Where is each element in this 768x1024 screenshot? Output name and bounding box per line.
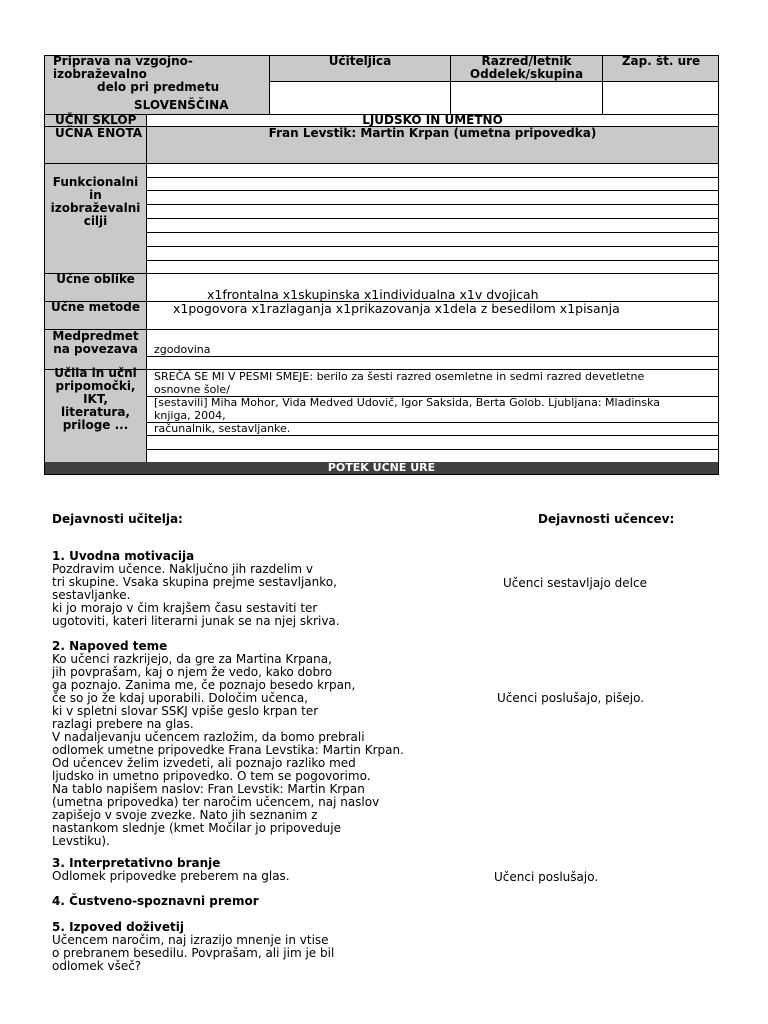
priprava-line-1: Priprava na vzgojno-: [53, 54, 193, 68]
subject-name: SLOVENŠČINA: [134, 98, 229, 112]
ucna-enota-value: Fran Levstik: Martin Krpan (umetna pripovedka): [268, 126, 597, 140]
ucila-line-2: pripomočki,: [55, 379, 136, 393]
section-line: jih povprašam, kaj o njem že vedo, kako dobro: [52, 665, 333, 679]
activity-section-3: [52, 857, 290, 883]
student-activities-heading: Dejavnosti učencev:: [538, 512, 675, 526]
ucila-label: [45, 367, 146, 432]
section-line: razlagi prebere na glas.: [52, 717, 194, 731]
activity-section-5: [52, 921, 334, 973]
ucila-value-2: [154, 396, 660, 422]
cilji-line-2: in: [89, 188, 102, 202]
section-line: sestavljanke.: [52, 588, 131, 602]
medpredmet-line-2: na povezava: [53, 342, 138, 356]
section-line: nastankom slednje (kmet Močilar jo pripoveduje: [52, 821, 342, 835]
section-line: ljudsko in umetno pripovedko. O tem se pogovorimo.: [52, 769, 371, 783]
student-activity-1: Učenci sestavljajo delce: [503, 576, 647, 590]
section-line: (umetna pripovedka) ter naročim učencem, naj naslov: [52, 795, 380, 809]
cilji-line-4: cilji: [83, 214, 108, 228]
teacher-activities-heading: Dejavnosti učitelja:: [52, 512, 183, 526]
section-line: odlomek všeč?: [52, 959, 142, 973]
student-activity-2: Učenci poslušajo, pišejo.: [497, 691, 645, 705]
section-line: Odlomek pripovedke preberem na glas.: [52, 869, 290, 883]
section-line: če so jo že kdaj uporabili. Določim učenca,: [52, 691, 309, 705]
medpredmet-label: [45, 330, 146, 356]
ucila-value-3: računalnik, sestavljanke.: [154, 422, 291, 435]
section-line: Ko učenci razkrijejo, da gre za Martina Krpana,: [52, 652, 332, 666]
section-title: 2. Napoved teme: [52, 639, 168, 653]
ucila-line-3: IKT,: [83, 392, 108, 406]
cilji-label: [45, 176, 146, 228]
ucila-value-2-line-2: knjiga, 2004,: [154, 409, 226, 422]
cilji-line-3: izobraževalni: [50, 201, 141, 215]
ucila-line-5: priloge ...: [62, 418, 129, 432]
section-line: Učencem naročim, naj izrazijo mnenje in vtise: [52, 933, 329, 947]
class-field[interactable]: [451, 82, 602, 114]
metode-label: Učne metode: [50, 300, 141, 314]
col-class: [451, 55, 602, 81]
activity-section-2: [52, 640, 404, 848]
priprava-label: [53, 55, 268, 112]
student-activity-3: Učenci poslušajo.: [494, 870, 599, 884]
priprava-line-2: izobraževalno: [53, 67, 147, 81]
section-line: tri skupine. Vsaka skupina prejme sestavljanko,: [52, 575, 337, 589]
activity-section-4: [52, 895, 259, 908]
ucni-sklop-value: LJUDSKO IN UMETNO: [362, 113, 503, 127]
medpredmet-value: zgodovina: [154, 343, 211, 356]
medpredmet-line-1: Medpredmet: [52, 329, 139, 343]
section-title: 3. Interpretativno branje: [52, 856, 221, 870]
col-class-line-1: Razred/letnik: [481, 54, 572, 68]
ucila-value-2-line-1: [sestavili] Miha Mohor, Vida Medved Udovič, Igor Saksida, Berta Golob. Ljubljana: Mladinska: [154, 396, 660, 409]
ucila-value-1: [154, 370, 644, 396]
section-line: ga poznajo. Zanima me, če poznajo besedo krpan,: [52, 678, 356, 692]
section-line: Pozdravim učence. Naključno jih razdelim v: [52, 562, 313, 576]
section-line: ugotoviti, kateri literarni junak se na njej skriva.: [52, 614, 340, 628]
potek-bar: [45, 462, 718, 474]
cilji-line-1: Funkcionalni: [52, 175, 139, 189]
activity-section-1: [52, 550, 340, 628]
col-class-line-2: Oddelek/skupina: [469, 67, 584, 81]
col-teacher: Učiteljica: [328, 54, 392, 68]
ucni-sklop-label: UČNI SKLOP: [55, 113, 137, 127]
section-line: Od učencev želim izvedeti, ali poznajo razliko med: [52, 756, 356, 770]
potek-title: POTEK UČNE URE: [327, 461, 436, 474]
ucila-line-1: Učila in učni: [54, 366, 137, 380]
section-title: 4. Čustveno-spoznavni premor: [52, 894, 259, 908]
section-line: zapišejo v svoje zvezke. Nato jih seznanim z: [52, 808, 318, 822]
section-line: Levstiku).: [52, 834, 110, 848]
oblike-value: x1frontalna x1skupinska x1individualna x1v dvojicah: [207, 287, 539, 302]
section-line: Na tablo napišem naslov: Fran Levstik: Martin Krpan: [52, 782, 365, 796]
ucila-value-1-line-2: osnovne šole/: [154, 383, 230, 396]
ucila-value-1-line-1: SREČA SE MI V PESMI SMEJE: berilo za šesti razred osemletne in sedmi razred devetletne: [154, 370, 645, 383]
section-line: ki jo morajo v čim krajšem času sestaviti ter: [52, 601, 318, 615]
section-line: V nadaljevanju učencem razložim, da bomo prebrali: [52, 730, 365, 744]
oblike-label: Učne oblike: [56, 272, 135, 286]
teacher-field[interactable]: [270, 82, 450, 114]
metode-value: x1pogovora x1razlaganja x1prikazovanja x1dela z besedilom x1pisanja: [173, 301, 620, 316]
col-hour: Zap. št. ure: [621, 54, 701, 68]
hour-field[interactable]: [603, 82, 718, 114]
ucila-line-4: literatura,: [61, 405, 130, 419]
section-title: 1. Uvodna motivacija: [52, 549, 195, 563]
ucna-enota-label: UČNA ENOTA: [55, 126, 143, 140]
priprava-line-3: delo pri predmetu: [97, 80, 220, 94]
section-line: o prebranem besedilu. Povprašam, ali jim je bil: [52, 946, 335, 960]
section-title: 5. Izpoved doživetij: [52, 920, 184, 934]
section-line: ki v spletni slovar SSKJ vpiše geslo krpan ter: [52, 704, 319, 718]
section-line: odlomek umetne pripovedke Frana Levstika: Martin Krpan.: [52, 743, 404, 757]
